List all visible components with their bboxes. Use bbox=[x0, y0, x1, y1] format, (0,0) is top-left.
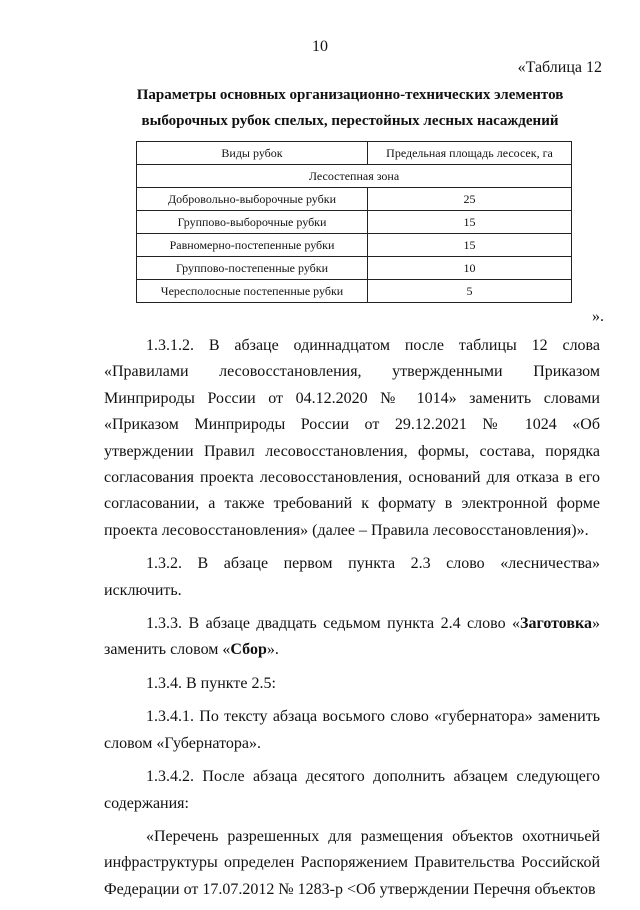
zone-cell: Лесостепная зона bbox=[137, 165, 572, 188]
table-row bbox=[137, 280, 572, 303]
table-row bbox=[137, 188, 572, 211]
table-row bbox=[137, 234, 572, 257]
table-header-row bbox=[137, 142, 572, 165]
max-area-cell: 15 bbox=[368, 211, 572, 234]
column-header-max-area: Предельная площадь лесосек, га bbox=[368, 142, 572, 165]
cutting-type-cell: Чересполосные постепенные рубки bbox=[137, 280, 368, 303]
max-area-cell: 15 bbox=[368, 234, 572, 257]
paragraph-text: 1.3.3. В абзаце двадцать седьмом пункта 2.4 слово « bbox=[146, 615, 521, 633]
cutting-type-cell: Равномерно-постепенные рубки bbox=[137, 234, 368, 257]
page-number: 10 bbox=[312, 38, 328, 55]
zone-row bbox=[137, 165, 572, 188]
paragraph-1-3-1-2: 1.3.1.2. В абзаце одиннадцатом после таблицы 12 слова «Правилами лесовосстановления, утвержденными Приказом Минприроды России от 04.12.2020 № 1014» заменить словами «Приказом Минприроды России от 29.12.2021 № 1024 «Об утверждении Правил лесовосстановления, формы, состава, порядка согласования проекта лесовосстановления, оснований для отказа в его согласовании, а также требований к формату в электронной форме проекта лесовосстановления» (далее – Правила лесовосстановления)». bbox=[104, 337, 600, 539]
max-area-cell: 25 bbox=[368, 188, 572, 211]
cutting-type-cell: Группово-постепенные рубки bbox=[137, 257, 368, 280]
table-title: Параметры основных организационно-технических элементов выборочных рубок спелых, перестойных лесных насаждений bbox=[136, 87, 564, 129]
paragraph-1-3-4-1: 1.3.4.1. По тексту абзаца восьмого слово «губернатора» заменить словом «Губернатора». bbox=[104, 708, 600, 752]
paragraph-text: » заменить словом « bbox=[104, 615, 600, 659]
bold-word-zagotovka: Заготовка bbox=[520, 615, 592, 633]
body-text bbox=[104, 333, 600, 910]
bold-word-sbor: Сбор bbox=[230, 641, 267, 659]
table-row bbox=[137, 257, 572, 280]
column-header-cutting-type: Виды рубок bbox=[137, 142, 368, 165]
paragraph-1-3-4-2: 1.3.4.2. После абзаца десятого дополнить абзацем следующего содержания: bbox=[104, 768, 600, 812]
cutting-type-cell: Добровольно-выборочные рубки bbox=[137, 188, 368, 211]
paragraph-1-3-2: 1.3.2. В абзаце первом пункта 2.3 слово «лесничества» исключить. bbox=[104, 555, 600, 599]
paragraph-1-3-3 bbox=[104, 611, 600, 664]
cutting-type-cell: Группово-выборочные рубки bbox=[137, 211, 368, 234]
paragraph-text: ». bbox=[266, 641, 279, 659]
parameters-table bbox=[136, 141, 572, 303]
table-row bbox=[137, 211, 572, 234]
paragraph-quoted-insert: «Перечень разрешенных для размещения объектов охотничьей инфраструктуры определен Распоряжением Правительства Российской Федерации от 17.07.2012 № 1283-р <Об утверждении Перечня объектов bbox=[104, 827, 600, 898]
closing-quote: ». bbox=[592, 308, 604, 325]
max-area-cell: 5 bbox=[368, 280, 572, 303]
table-reference: «Таблица 12 bbox=[517, 59, 602, 76]
max-area-cell: 10 bbox=[368, 257, 572, 280]
paragraph-1-3-4: 1.3.4. В пункте 2.5: bbox=[146, 674, 276, 692]
